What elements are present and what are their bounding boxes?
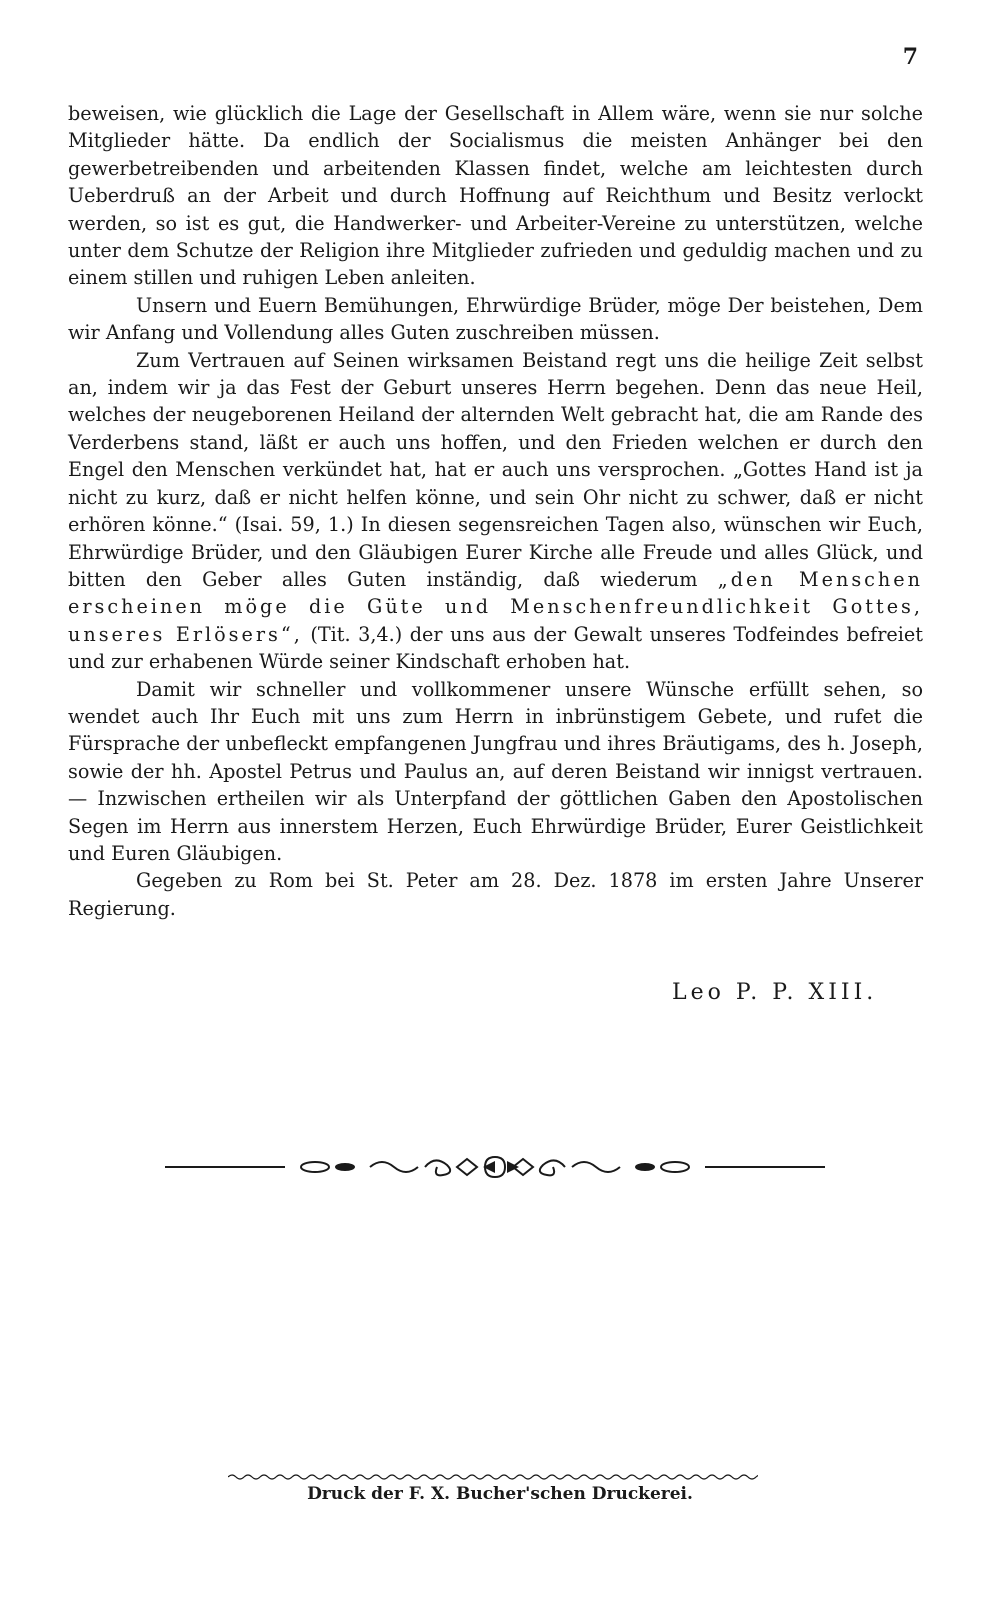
- letter-body: [68, 100, 923, 922]
- trust-text-end: (Tit. 3,4.) der uns aus der Gewalt unseres Todfeindes befreiet und zur erhabenen Würde seiner Kindschaft erhoben hat.: [68, 622, 923, 674]
- trust-text-start: Zum Vertrauen auf Seinen wirksamen Beistand regt uns die heilige Zeit selbst an, indem wir ja das Fest der Geburt unseres Herrn begehen. Denn das neue Heil, welches der neugeborenen Heiland der alternden Welt gebracht hat, die am Rande des Verderbens stand, läßt er auch uns hoffen, und den Frieden welchen er durch den Engel den Menschen verkündet hat, hat er auch uns versprochen. „Gottes Hand ist ja nicht zu kurz, daß er nicht helfen könne, und sein Ohr nicht zu schwer, daß er nicht erhören könne.“ (Isai. 59, 1.) In diesen segensreichen Tagen also, wünschen wir Euch, Ehrwürdige Brüder, und den Gläubigen Eurer Kirche alle Freude und alles Glück, und bitten den Geber alles Guten inständig, daß wiederum: [68, 348, 923, 591]
- footer-wavy-rule: [228, 1473, 758, 1481]
- paragraph-efforts: Unsern und Euern Bemühungen, Ehrwürdige Brüder, möge Der beistehen, Dem wir Anfang und Vollendung alles Guten zuschreiben müssen.: [68, 293, 923, 345]
- page-number: 7: [902, 44, 918, 70]
- signature: Leo P. P. XIII.: [672, 980, 878, 1005]
- paragraph-prayer: Damit wir schneller und vollkommener unsere Wünsche erfüllt sehen, so wendet auch Ihr Euch mit uns zum Herrn in inbrünstigem Gebete, und rufet die Fürsprache der unbefleckt empfangenen Jungfrau und ihres Bräutigams, des h. Joseph, sowie der hh. Apostel Petrus und Paulus an, auf deren Beistand wir innigst vertrauen. — Inzwischen ertheilen wir als Unterpfand der göttlichen Gaben den Apostolischen Segen im Herrn aus innerstem Herzen, Euch Ehrwürdige Brüder, Eurer Geistlichkeit und Euren Gläubigen.: [68, 677, 923, 865]
- ornamental-divider: [165, 1153, 825, 1181]
- printer-imprint: Druck der F. X. Bucher'schen Druckerei.: [307, 1484, 693, 1504]
- paragraph-trust: [68, 347, 923, 676]
- paragraph-socialism: beweisen, wie glücklich die Lage der Gesellschaft in Allem wäre, wenn sie nur solche Mitglieder hätte. Da endlich der Socialismus die meisten Anhänger bei den gewerbetreibenden und arbeitenden Klassen findet, welche am leichtesten durch Ueberdruß an der Arbeit und durch Hoffnung auf Reichthum und Besitz verlockt werden, so ist es gut, die Handwerker- und Arbeiter-Vereine zu unterstützen, welche unter dem Schutze der Religion ihre Mitglieder zufrieden und geduldig machen und zu einem stillen und ruhigen Leben anleiten.: [68, 102, 923, 290]
- paragraph-dating: Gegeben zu Rom bei St. Peter am 28. Dez. 1878 im ersten Jahre Unserer Regierung.: [68, 869, 923, 920]
- spaced-quotation: „den Menschen erscheinen möge die Güte und Menschenfreundlichkeit Gottes, unseres Erlösers“,: [68, 567, 924, 646]
